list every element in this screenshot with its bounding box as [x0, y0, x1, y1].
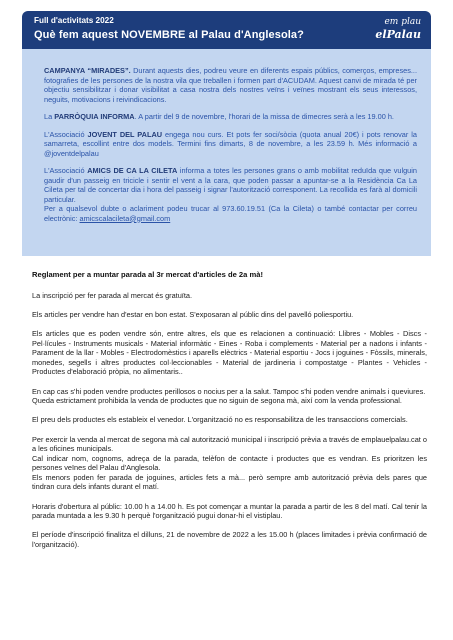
reglament-paragraph: Horaris d'obertura al públic: 10.00 h a 14.00 h. Es pot començar a muntar la parada a partir de les 8 del matí. Cal tenir la parada muntada a les 9.30 h perquè l'organització pugui donar-hi el vistiplau. — [32, 501, 427, 521]
logo-line1: em plau — [384, 17, 421, 27]
reglament-paragraph: El període d'inscripció finalitza el dilluns, 21 de novembre de 2022 a les 15.00 h (places limitades i prèvia confirmació de l'organització). — [32, 530, 427, 550]
jovent-paragraph — [44, 130, 417, 159]
logo-line2: elPalau — [375, 28, 421, 41]
reglament-section — [32, 270, 427, 559]
reglament-paragraph: Els articles per vendre han d'estar en bon estat. S'exposaran al públic dins del pavelló poliesportiu. — [32, 309, 354, 319]
reglament-paragraph: Els articles que es poden vendre són, entre altres, els que es relacionen a continuació: Llibres - Mobles - Discs - Pel·lícules - Instruments musicals - Material informàtic - Eines - Roba i complements - Material per a nadons i infants - Parament de la llar - Mobles - Electrodomèstics i aparells elèctrics - Material esportiu - Jocs i joguines - Fòssils, minerals, monedes, segells i altres productes col·leccionables - Material de jardineria i compostatge - Plantes - Vehicles - Productes d'elaboració pròpia, no alimentaris.. — [32, 328, 427, 377]
parroquia-paragraph — [44, 112, 417, 122]
jovent-prefix: L'Associació — [44, 129, 88, 139]
reglament-paragraph: Per exercir la venda al mercat de segona mà cal autorització municipal i inscripció prèvia a través de emplauelpalau.cat o a les oficines municipals. Cal indicar nom, cognoms, adreça de la parada, telèfon de contacte i productes que es vendran. Es prioritzen les persones veïnes del Palau d'Anglesola. Els menors poden fer parada de joguines, articles fets a mà... però sempre amb autorització prèvia dels pares que tindran cura dels infants durant el matí. — [32, 434, 427, 492]
header-subtitle: Full d'activitats 2022 — [34, 16, 114, 25]
amics-paragraph — [44, 166, 417, 204]
amics-email-link[interactable]: amicscalacileta@gmail.com — [79, 213, 171, 223]
campanya-paragraph — [44, 66, 417, 104]
activities-info-box — [22, 49, 431, 256]
reglament-paragraph: El preu dels productes els estableix el venedor. L'organització no es responsabilitza de les transaccions comercials. — [32, 415, 408, 425]
parroquia-text: . A partir del 9 de novembre, l'horari de la missa de dimecres serà a les 19.00 h. — [134, 112, 394, 121]
reglament-title: Reglament per a muntar parada al 3r mercat d'articles de 2a mà! — [32, 270, 263, 279]
jovent-heading: JOVENT DEL PALAU — [87, 129, 163, 139]
reglament-paragraph: La inscripció per fer parada al mercat és gratuïta. — [32, 290, 193, 300]
campanya-heading: CAMPANYA “MIRADES”. — [44, 66, 131, 75]
amics-heading: AMICS DE CA LA CILETA — [87, 166, 178, 175]
campanya-text: Durant aquests dies, podreu veure en diferents espais públics, comerços, empreses... fotografies de les persones de la nostra vila que treballen i formen part d'ACUDAM. Aquest canvi de mirada té per objectiu sensibilitzar i donar visibilitat a casa nostra dels nostres veïns i veïnes mostrant els seus interessos, neguits, motivacions i reivindicacions. — [44, 66, 417, 104]
amics-prefix: L'Associació — [44, 166, 88, 175]
jovent-text: engega nou curs. Et pots fer soci/sòcia (quota anual 20€) i pots renovar la samarreta, escollint entre dos models. Termini fins dimarts, 8 de novembre, a les 23.59 h. Més informació a @joventdelpalau — [44, 129, 417, 158]
page-header — [22, 11, 431, 49]
em-plau-el-palau-logo — [375, 17, 421, 45]
amics-contact-paragraph — [44, 204, 417, 223]
parroquia-prefix: La — [44, 112, 55, 121]
amics-text: informa a totes les persones grans o amb mobilitat reduïda que vulguin gaudir d'un passeig en tricicle i sentir el vent a la cara, que poden passar a apuntar-se a la Residència Ca La Cileta per tal de concertar dia i hora del passeig i signar l'autorització corresponent. La recollida es farà al domicili particular. — [44, 166, 417, 204]
amics-contact-text: Per a qualsevol dubte o aclariment podeu trucar al 973.60.19.51 (Ca la Cileta) o també contactar per correu electrònic: — [44, 204, 417, 223]
parroquia-heading: PARRÒQUIA INFORMA — [54, 112, 135, 121]
reglament-paragraph: En cap cas s'hi poden vendre productes perillosos o nocius per a la salut. Tampoc s'hi poden vendre animals i queviures. Queda estrictament prohibida la venda de productes que no siguin de segona mà, així com la venda professional. — [32, 386, 426, 406]
header-title: Què fem aquest NOVEMBRE al Palau d'Anglesola? — [34, 29, 304, 41]
